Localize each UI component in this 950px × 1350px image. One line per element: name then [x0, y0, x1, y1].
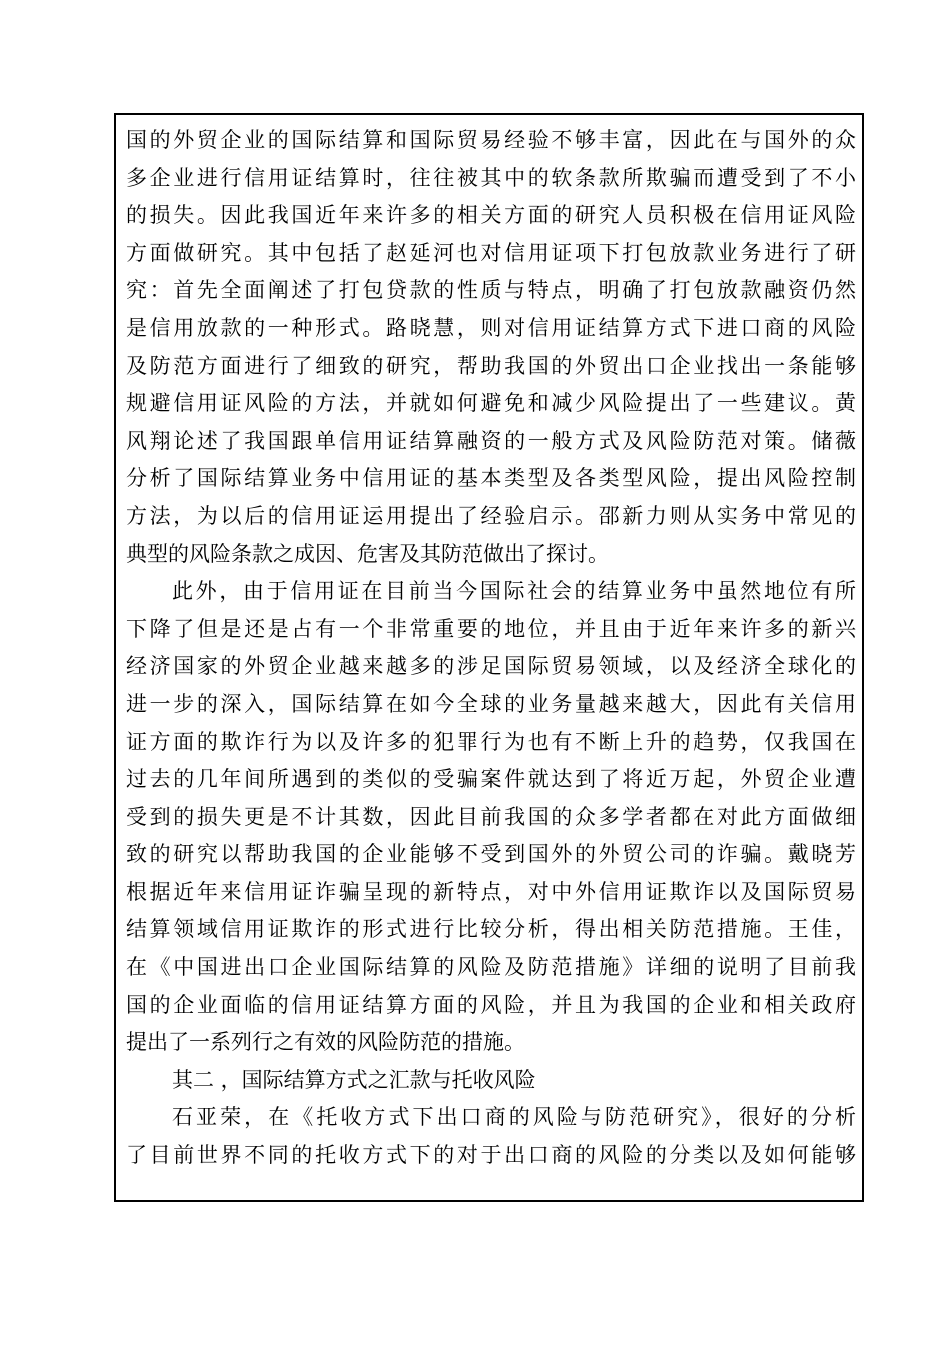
text-line: 国的外贸企业的国际结算和国际贸易经验不够丰富，因此在与国外的众 — [126, 128, 856, 152]
text-line: 石亚荣，在《托收方式下出口商的风险与防范研究》，很好的分析 — [172, 1105, 856, 1130]
text-line: 此外，由于信用证在目前当今国际社会的结算业务中虽然地位有所 — [172, 579, 856, 604]
text-line: 及防范方面进行了细致的研究，帮助我国的外贸出口企业找出一条能够 — [126, 353, 856, 378]
text-line: 受到的损失更是不计其数，因此目前我国的众多学者都在对此方面做细 — [126, 804, 856, 829]
text-line: 究：首先全面阐述了打包贷款的性质与特点，明确了打包放款融资仍然 — [126, 278, 856, 303]
text-line: 方法，为以后的信用证运用提出了经验启示。邵新力则从实务中常见的 — [126, 503, 856, 528]
text-line: 经济国家的外贸企业越来越多的涉足国际贸易领域，以及经济全球化的 — [126, 654, 856, 679]
text-line: 提出了一系列行之有效的风险防范的措施。 — [126, 1030, 525, 1055]
document-body — [126, 122, 856, 1175]
text-line: 国的企业面临的信用证结算方面的风险，并且为我国的企业和相关政府 — [126, 992, 856, 1017]
text-line: 分析了国际结算业务中信用证的基本类型及各类型风险，提出风险控制 — [126, 466, 856, 491]
text-line: 结算领域信用证欺诈的形式进行比较分析，得出相关防范措施。王佳， — [126, 917, 856, 942]
text-line: 典型的风险条款之成因、危害及其防范做出了探讨。 — [126, 541, 609, 566]
text-line: 方面做研究。其中包括了赵延河也对信用证项下打包放款业务进行了研 — [126, 240, 856, 265]
text-line: 风翔论述了我国跟单信用证结算融资的一般方式及风险防范对策。储薇 — [126, 428, 856, 453]
text-line: 在《中国进出口企业国际结算的风险及防范措施》详细的说明了目前我 — [126, 955, 856, 980]
text-line: 规避信用证风险的方法，并就如何避免和减少风险提出了一些建议。黄 — [126, 391, 856, 416]
text-line: 证方面的欺诈行为以及许多的犯罪行为也有不断上升的趋势，仅我国在 — [126, 729, 856, 754]
text-line: 是信用放款的一种形式。路晓慧，则对信用证结算方式下进口商的风险 — [126, 315, 856, 340]
text-line: 的损失。因此我国近年来许多的相关方面的研究人员积极在信用证风险 — [126, 203, 856, 228]
text-line: 多企业进行信用证结算时，往往被其中的软条款所欺骗而遭受到了不小 — [126, 165, 856, 190]
text-line: 进一步的深入，国际结算在如今全球的业务量越来越大，因此有关信用 — [126, 691, 856, 716]
document-frame — [114, 113, 864, 1202]
text-line: 了目前世界不同的托收方式下的对于出口商的风险的分类以及如何能够 — [126, 1143, 856, 1168]
text-line: 致的研究以帮助我国的企业能够不受到国外的外贸公司的诈骗。戴晓芳 — [126, 842, 856, 867]
text-line: 根据近年来信用证诈骗呈现的新特点，对中外信用证欺诈以及国际贸易 — [126, 879, 856, 904]
text-line: 其二 ，国际结算方式之汇款与托收风险 — [172, 1067, 536, 1092]
text-line: 过去的几年间所遇到的类似的受骗案件就达到了将近万起，外贸企业遭 — [126, 767, 856, 792]
text-line: 下降了但是还是占有一个非常重要的地位，并且由于近年来许多的新兴 — [126, 616, 856, 641]
